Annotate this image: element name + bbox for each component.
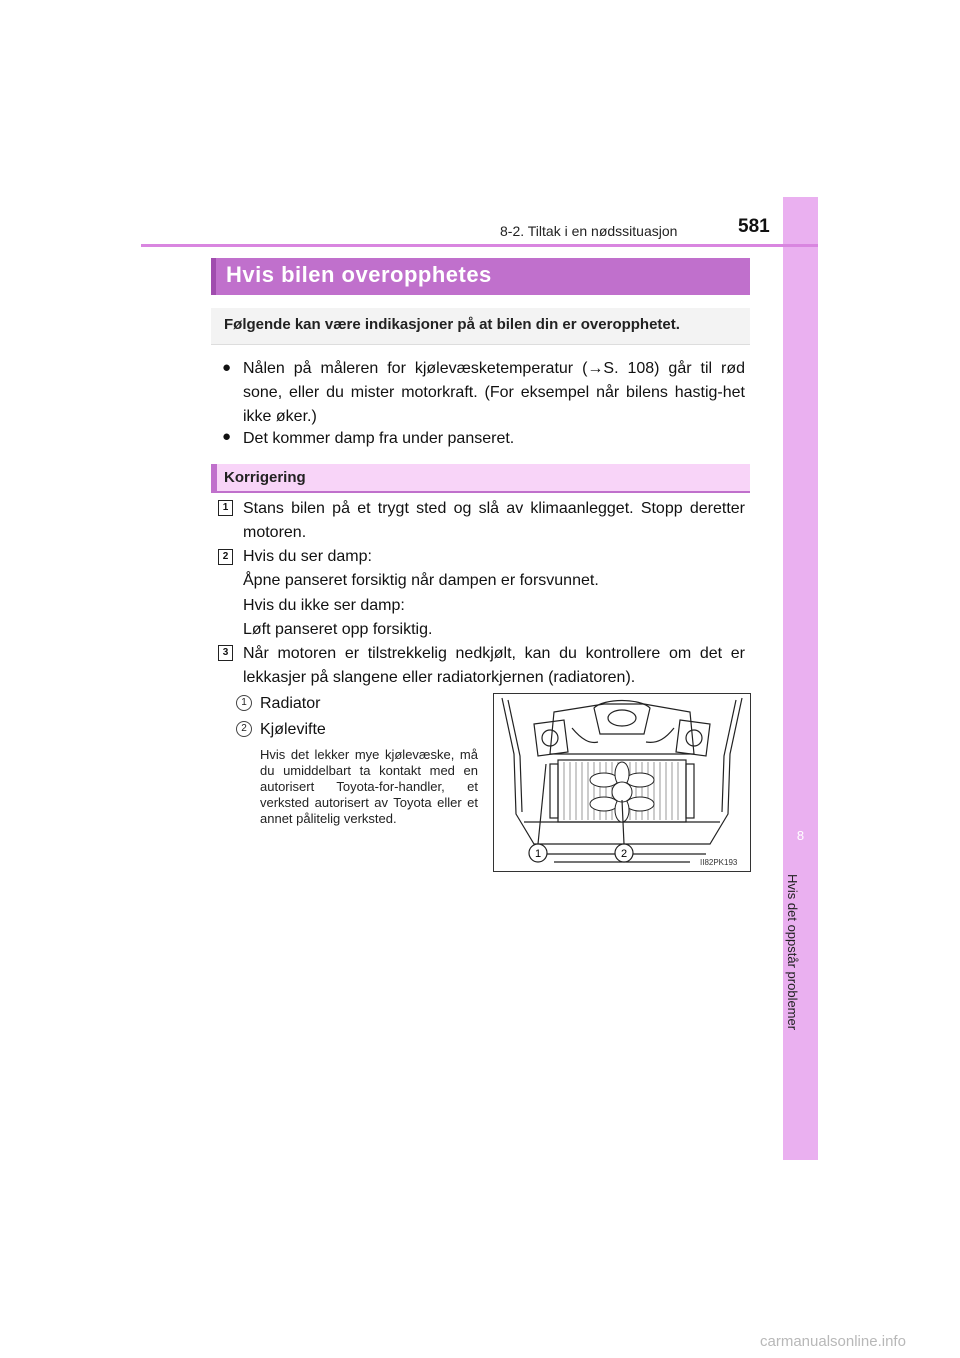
page-number: 581: [738, 216, 770, 237]
step-text: Stans bilen på et trygt sted og slå av klimaanlegget. Stopp deretter motoren.: [243, 500, 745, 541]
correction-heading: Korrigering: [224, 469, 306, 486]
figure-code: II82PK193: [700, 858, 738, 867]
callout-label: Kjølevifte: [260, 721, 326, 738]
bullet-item: Det kommer damp fra under panseret.: [243, 430, 515, 447]
title-bar-accent: [211, 258, 216, 295]
chapter-number: 8: [796, 828, 805, 843]
callout-label: Radiator: [260, 695, 321, 712]
bullet-item: Nålen på måleren for kjølevæsketemperatur (→S. 108) går til rød sone, eller du mister motorkraft. (For eksempel når bilens hastig-het ikke øker.): [243, 360, 745, 425]
note-text: Hvis det lekker mye kjølevæske, må du umiddelbart ta kontakt med en autorisert Toyota-for-handler, et verksted autorisert av Toyota eller et annet pålitelig verksted.: [260, 747, 478, 826]
step-number: 2: [218, 549, 233, 565]
step-text: Hvis du ser damp: Åpne panseret forsiktig når dampen er forsvunnet.: [243, 548, 599, 589]
step-number: 1: [218, 500, 233, 516]
figure-callout-1: 1: [534, 848, 542, 860]
bullet-icon: ●: [222, 359, 232, 376]
page-title: Hvis bilen overopphetes: [226, 262, 492, 287]
step-text: Hvis du ikke ser damp: Løft panseret opp forsiktig.: [243, 597, 433, 638]
callout-number: 1: [236, 695, 252, 711]
engine-bay-drawing: [494, 694, 750, 871]
chapter-label: Hvis det oppstår problemer: [785, 874, 800, 1031]
header-rule: [141, 244, 818, 247]
intro-text: Følgende kan være indikasjoner på at bilen din er overopphetet.: [224, 316, 680, 333]
section-reference: 8-2. Tiltak i en nødssituasjon: [500, 223, 678, 239]
watermark: carmanualsonline.info: [760, 1333, 906, 1350]
bullet-icon: ●: [222, 428, 232, 445]
callout-number: 2: [236, 721, 252, 737]
engine-bay-illustration: [493, 693, 751, 872]
step-number: 3: [218, 645, 233, 661]
step-text: Når motoren er tilstrekkelig nedkjølt, kan du kontrollere om det er lekkasjer på slangene eller radiatorkjernen (radiatoren).: [243, 645, 745, 686]
figure-callout-2: 2: [620, 848, 628, 860]
correction-header-accent: [211, 464, 217, 491]
